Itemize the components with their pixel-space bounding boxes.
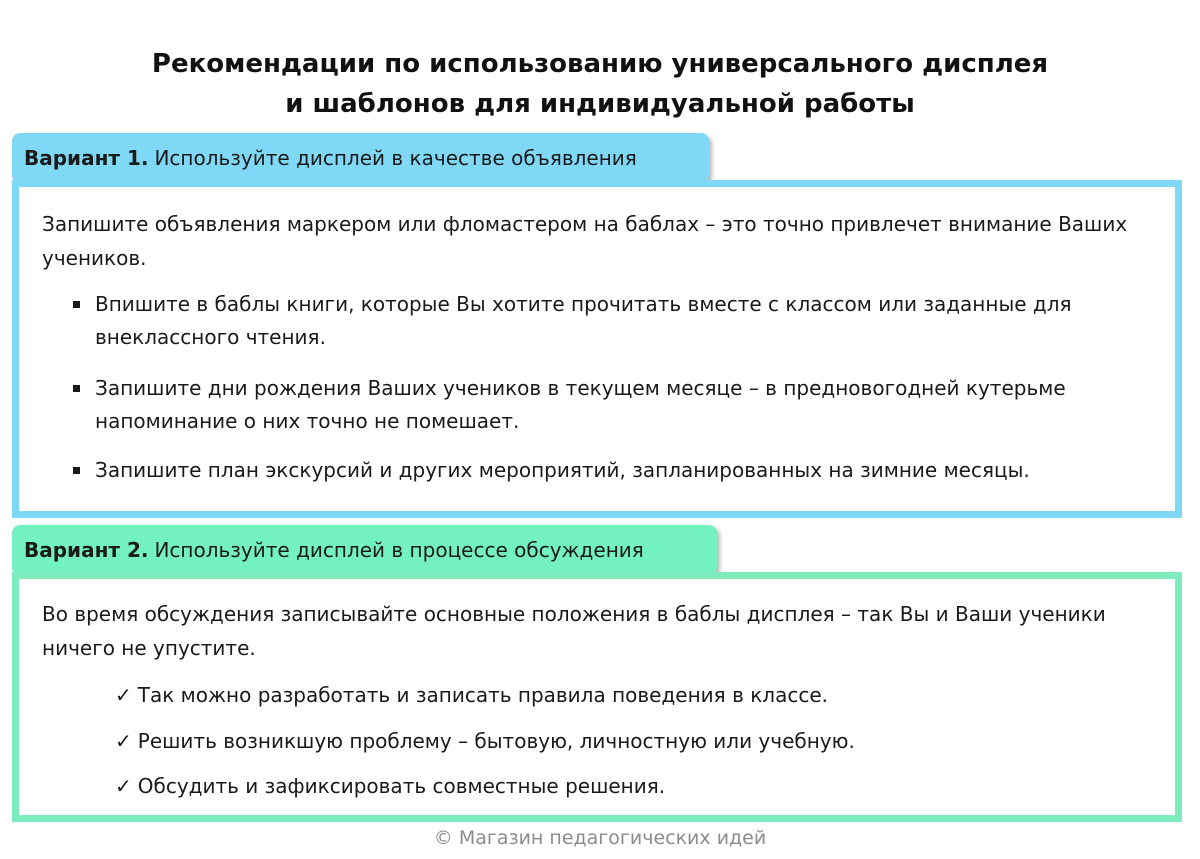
page-title bbox=[0, 44, 1200, 124]
variant-2-check-text-3: Обсудить и зафиксировать совместные решения. bbox=[137, 774, 666, 798]
variant-2-check-text-2: Решить возникшую проблему – бытовую, личностную или учебную. bbox=[137, 729, 855, 753]
page-title-line-1: Рекомендации по использованию универсального дисплея bbox=[151, 49, 1049, 79]
variant-2-header bbox=[12, 525, 717, 575]
checkmark-icon: ✓ bbox=[115, 729, 132, 753]
variant-1-bullet-2: Запишите дни рождения Ваших учеников в текущем месяце – в предновогодней кутерьме напоминание о них точно не помешает. bbox=[95, 372, 1145, 438]
checkmark-icon: ✓ bbox=[115, 683, 132, 707]
variant-1-bullet-1: Впишите в баблы книги, которые Вы хотите прочитать вместе с классом или заданные для внеклассного чтения. bbox=[95, 288, 1145, 354]
variant-1-intro: Запишите объявления маркером или фломастером на баблах – это точно привлечет внимание Ваших учеников. bbox=[42, 212, 1128, 270]
variant-1-box bbox=[12, 180, 1182, 518]
variant-2-check-item-3 bbox=[115, 771, 665, 801]
variant-2-check-item-2 bbox=[115, 726, 855, 756]
variant-1-header bbox=[12, 133, 709, 183]
variant-2-check-text-1: Так можно разработать и записать правила поведения в классе. bbox=[137, 683, 828, 707]
variant-1-bullet-3: Запишите план экскурсий и других мероприятий, запланированных на зимние месяцы. bbox=[95, 454, 1145, 487]
variant-2-check-item-1 bbox=[115, 680, 828, 710]
checkmark-icon: ✓ bbox=[115, 774, 132, 798]
variant-2-box bbox=[12, 572, 1182, 822]
variant-2-intro: Во время обсуждения записывайте основные положения в баблы дисплея – так Вы и Ваши ученики ничего не упустите. bbox=[42, 602, 1106, 660]
copyright-footer: © Магазин педагогических идей bbox=[433, 827, 767, 849]
variant-2-label: Вариант 2. bbox=[24, 538, 149, 562]
variant-2-heading: Используйте дисплей в процессе обсуждения bbox=[154, 538, 644, 562]
variant-1-heading: Используйте дисплей в качестве объявления bbox=[154, 146, 637, 170]
page-title-line-2: и шаблонов для индивидуальной работы bbox=[285, 89, 915, 119]
variant-1-label: Вариант 1. bbox=[24, 146, 149, 170]
